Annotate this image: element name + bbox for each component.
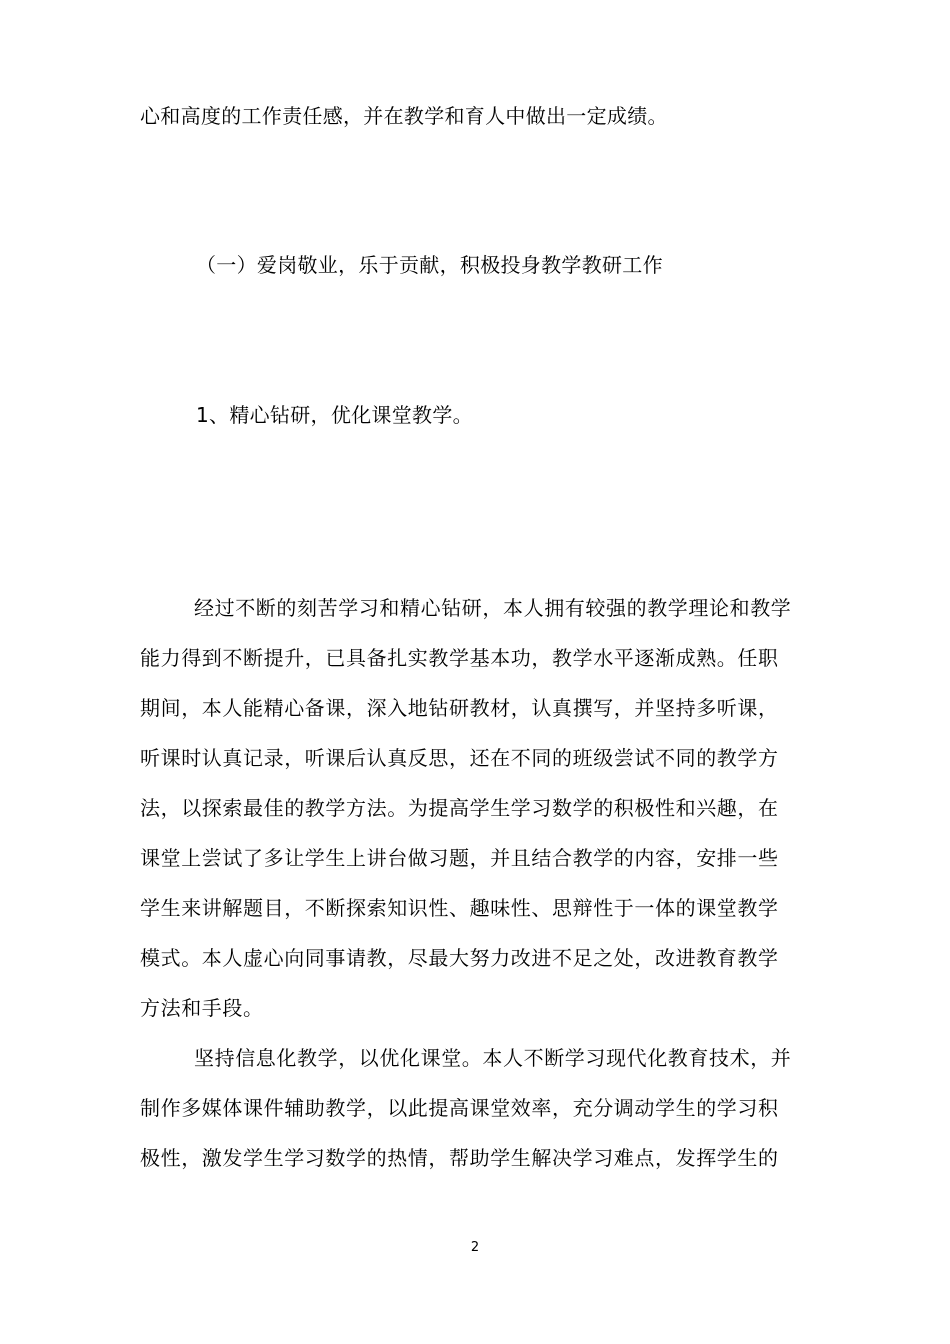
paragraph-line: 方法和手段。	[140, 996, 264, 1020]
section-heading: （一）爱岗敬业，乐于贡献，积极投身教学教研工作	[196, 253, 663, 277]
paragraph-line: 课堂上尝试了多让学生上讲台做习题，并且结合教学的内容，安排一些	[140, 846, 779, 870]
paragraph-line: 法，以探索最佳的教学方法。为提高学生学习数学的积极性和兴趣，在	[140, 796, 779, 820]
paragraph-line: 听课时认真记录，听课后认真反思，还在不同的班级尝试不同的教学方	[140, 746, 779, 770]
continuation-line: 心和高度的工作责任感，并在教学和育人中做出一定成绩。	[140, 104, 668, 128]
paragraph-line: 学生来讲解题目，不断探索知识性、趣味性、思辩性于一体的课堂教学	[140, 896, 779, 920]
paragraph-line: 能力得到不断提升，已具备扎实教学基本功，教学水平逐渐成熟。任职	[140, 646, 779, 670]
paragraph-line: 经过不断的刻苦学习和精心钻研，本人拥有较强的教学理论和教学	[194, 596, 792, 620]
subsection-heading: 1、精心钻研，优化课堂教学。	[196, 403, 473, 427]
paragraph-line: 期间，本人能精心备课，深入地钻研教材，认真撰写，并坚持多听课，	[140, 696, 779, 720]
paragraph-line: 极性，激发学生学习数学的热情，帮助学生解决学习难点，发挥学生的	[140, 1146, 779, 1170]
paragraph-line: 模式。本人虚心向同事请教，尽最大努力改进不足之处，改进教育教学	[140, 946, 779, 970]
page-number: 2	[470, 1240, 480, 1255]
paragraph-line: 坚持信息化教学，以优化课堂。本人不断学习现代化教育技术，并	[194, 1046, 792, 1070]
paragraph-line: 制作多媒体课件辅助教学，以此提高课堂效率，充分调动学生的学习积	[140, 1096, 779, 1120]
